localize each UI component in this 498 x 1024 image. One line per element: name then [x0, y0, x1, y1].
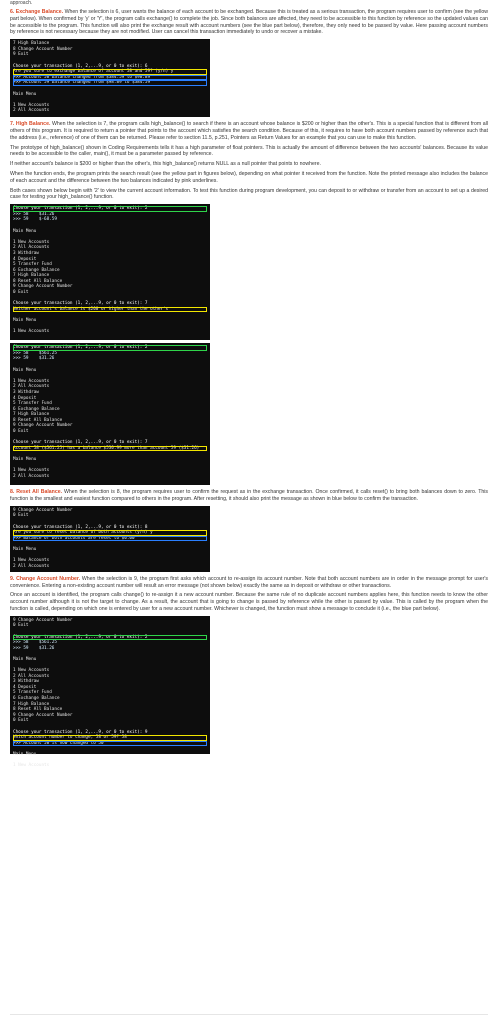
- terminal-line: 0 Exit: [13, 290, 29, 296]
- terminal-line: 2 All Accounts: [13, 245, 50, 251]
- terminal-line: 7 High Balance: [13, 273, 50, 279]
- terminal-line: 6 Exchange Balance: [13, 696, 60, 702]
- terminal-line: 9 Change Account Number: [13, 712, 73, 718]
- terminal-line: 8 Reset All Balance: [13, 278, 63, 284]
- terminal-line: 5 Transfer Fund: [13, 401, 52, 407]
- terminal-line: Main Menu: [13, 656, 37, 662]
- terminal-line: Main Menu: [13, 367, 37, 373]
- terminal-line: 9 Exit: [13, 52, 29, 58]
- exchange-heading: 6. Exchange Balance.: [10, 9, 64, 15]
- terminal-line: 1 New Accounts: [13, 102, 50, 108]
- high-terminal-found: [10, 343, 210, 485]
- terminal-line: 8 Reset All Balance: [13, 417, 63, 423]
- terminal-line: 4 Deposit: [13, 684, 37, 690]
- terminal-line: 8 Change Account Number: [13, 46, 73, 52]
- terminal-line: 1 New Accounts: [13, 558, 50, 564]
- document-page: [10, 0, 488, 769]
- reset-text: When the selection is 8, the program requires user to confirm the request as in the exchange transaction. Once confirmed, it calls reset() to bring both balances down to zero. This function is the smallest and easiest function compared to others in the program. After resetting, it should also print the message as shown in blue below to confirm the transaction.: [10, 489, 488, 502]
- high-paragraph-2: The prototype of high_balance() shown in Coding Requirements tells it has a high parameter of float pointers. This is actually the amount of difference between the two accounts' balances. Because its value needs to be accessible to the caller, main(), it must be a parameter passed by reference.: [10, 144, 488, 158]
- terminal-line: 7 High Balance: [13, 701, 50, 707]
- reset-paragraph: [10, 489, 488, 503]
- terminal-line: 1 New Accounts: [13, 329, 50, 335]
- terminal-line: >>> Account 58 balance changed from $384.59 to $98.89: [13, 75, 207, 81]
- terminal-line: 0 Exit: [13, 718, 29, 724]
- terminal-line: 9 Change Account Number: [13, 507, 73, 513]
- change-paragraph-1: [10, 576, 488, 590]
- terminal-line: 0 Exit: [13, 429, 29, 435]
- terminal-line: Main Menu: [13, 91, 37, 97]
- terminal-line: Choose your transaction (1, 2,...9, or 0 to exit): 2: [13, 635, 207, 641]
- terminal-line: >>> 59 $31.26: [13, 356, 55, 362]
- high-paragraph-4: When the function ends, the program prints the search result (see the yellow part in figures below), depending on what pointer it received from the function. Note the printed message also includes the balance of each account and the difference between the two balances indicated by pink underlines.: [10, 170, 488, 184]
- terminal-line: Choose your transaction (1, 2,...9, or 0 to exit): 2: [13, 345, 207, 351]
- high-text-1: When the selection is 7, the program calls high_balance() to search if there is an account whose balance is $200 or higher than the other's. This is a special function that is different from all others of this program. It is required to return a pointer that points to the account which satisfies the search condition. Because of this, it requires to have both account numbers passed by reference such that the address (i.e., reference) of one of them can be returned. Please refer to section 11.5, p.251, Pointers as Return Values for an example that you can use to make this function.: [10, 121, 488, 141]
- terminal-line: 1 New Accounts: [13, 763, 50, 769]
- terminal-line: Choose your transaction (1, 2,...9, or 0 to exit): 9: [13, 729, 148, 735]
- terminal-line: >>> Balance of both accounts are reset to $0.00: [13, 536, 207, 542]
- terminal-line: >>> Account 58 is now changed to 50: [13, 741, 207, 747]
- terminal-line: >>> Account 59 balance changed from $98.89 to $384.59: [13, 80, 207, 86]
- exchange-text: When the selection is 6, user wants the balance of each account to be exchanged. Because this is treated as a serious transaction, the program requires user to confirm (see the yellow part below). When confirmed by 'y' or 'Y', the program calls exchange() to complete the job. Since both balances are affected, they need to be accessible to this function by reference so the updated values can be accessible to the program. This function will also print the exchange result with account numbers (see the blue part below), therefore, they only need to be passed by value. Here passing account numbers by reference is not necessary because they are not modified. User can cancel this transaction immediately to undo or recover a mistake.: [10, 9, 488, 36]
- terminal-line: 1 New Accounts: [13, 468, 50, 474]
- terminal-line: Are you sure to reset balance of both accounts (y/n) y: [13, 530, 207, 536]
- terminal-line: Main Menu: [13, 751, 37, 757]
- terminal-line: 6 Exchange Balance: [13, 406, 60, 412]
- terminal-line: 1 New Accounts: [13, 239, 50, 245]
- terminal-line: Are you sure to exchange balance of account 58 and 59? (y/n) y: [13, 69, 207, 75]
- terminal-line: 9 Change Account Number: [13, 617, 73, 623]
- exchange-terminal: [10, 39, 210, 117]
- terminal-line: 0 Exit: [13, 513, 29, 519]
- terminal-line: >>> 58 $561.25: [13, 350, 57, 356]
- change-terminal: [10, 616, 210, 769]
- terminal-line: Choose your transaction (1, 2,...9, or 0 to exit): 7: [13, 440, 148, 446]
- terminal-line: 2 All Accounts: [13, 673, 50, 679]
- terminal-line: >>> 59 $-68.59: [13, 217, 57, 223]
- high-terminal-neither: [10, 204, 210, 340]
- high-paragraph-5: Both cases shown below begin with '2' to view the current account information. To test this function during program development, you can deposit to or withdraw or transfer from an account to set up a desired case for testing your high_balance() function.: [10, 187, 488, 201]
- change-paragraph-2: Once an account is identified, the program calls change() to re-assign it a new account number. Because the same rule of no duplicate account numbers applies here, this function needs to know the other account number although it is not the target to change. As a result, the account that is going to change is passed by reference while the other is passed by value. This is called by the program when the function is called, depending on which one is entered by user for a new account number. Whichever is changed, the function must show a message to conclude it (i.e., the blue part below).: [10, 592, 488, 612]
- terminal-line: 1 New Accounts: [13, 378, 50, 384]
- change-text-1: When the selection is 9, the program first asks which account to re-assign its account number. Note that both account numbers are in order in the message prompt for user's convenience. Entering a non-existing account number will result an error message (not shown below) exactly the same as in deposit or withdraw or other transactions.: [10, 575, 488, 589]
- reset-heading: 8. Reset All Balance.: [10, 489, 63, 496]
- terminal-line: Choose your transaction (1, 2,...9, or 0 to exit): 8: [13, 524, 148, 530]
- terminal-line: >>> 58 $31.26: [13, 211, 55, 217]
- terminal-line: Choose your transaction (1, 2,...9, or 0 to exit): 6: [13, 63, 148, 69]
- terminal-line: 7 High Balance: [13, 412, 50, 418]
- terminal-line: 4 Deposit: [13, 395, 37, 401]
- terminal-line: Choose your transaction (1, 2,...9, or 0 to exit): 2: [13, 206, 207, 212]
- terminal-line: 3 Withdraw: [13, 389, 39, 395]
- high-paragraph-3: If neither account's balance is $200 or higher than the other's, this high_balance() returns NULL as a null pointer that points to nowhere.: [10, 161, 321, 168]
- terminal-line: 9 Change Account Number: [13, 284, 73, 290]
- terminal-line: Neither account's balance is $200 or higher than the other's: [13, 307, 207, 313]
- terminal-line: 2 All Accounts: [13, 384, 50, 390]
- top-word: approach.: [10, 0, 33, 6]
- terminal-line: 3 Withdraw: [13, 250, 39, 256]
- terminal-line: 3 Withdraw: [13, 679, 39, 685]
- terminal-line: 8 Reset All Balance: [13, 707, 63, 713]
- terminal-line: Main Menu: [13, 457, 37, 463]
- terminal-line: Main Menu: [13, 546, 37, 552]
- terminal-line: >>> 59 $31.26: [13, 645, 55, 651]
- terminal-line: 9 Change Account Number: [13, 423, 73, 429]
- change-heading: 9. Change Account Number.: [10, 575, 81, 582]
- terminal-line: 7 High Balance: [13, 41, 50, 47]
- terminal-line: Choose your transaction (1, 2,...9, or 0 to exit): 7: [13, 301, 148, 307]
- terminal-line: Main Menu: [13, 318, 37, 324]
- terminal-line: 1 New Accounts: [13, 668, 50, 674]
- terminal-line: Which account number to change, 58 or 59? 58: [13, 735, 207, 741]
- reset-terminal: [10, 506, 210, 572]
- terminal-line: 0 Exit: [13, 623, 29, 629]
- terminal-line: 5 Transfer Fund: [13, 690, 52, 696]
- terminal-line: 4 Deposit: [13, 256, 37, 262]
- terminal-line: 5 Transfer Fund: [13, 262, 52, 268]
- terminal-line: 2 All Accounts: [13, 473, 50, 479]
- terminal-line: 6 Exchange Balance: [13, 267, 60, 273]
- terminal-line: 2 All Accounts: [13, 108, 50, 114]
- high-paragraph-1: [10, 121, 488, 141]
- exchange-paragraph: [10, 9, 488, 36]
- high-heading: 7. High Balance.: [10, 121, 51, 128]
- terminal-line: 2 All Accounts: [13, 563, 50, 569]
- terminal-line: >>> 58 $561.25: [13, 640, 57, 646]
- terminal-line: Account 58 ($561.25) has a balance $530.99 more than account 59 ($31.26): [13, 446, 207, 452]
- footer-rule: [10, 1014, 488, 1015]
- terminal-line: Main Menu: [13, 228, 37, 234]
